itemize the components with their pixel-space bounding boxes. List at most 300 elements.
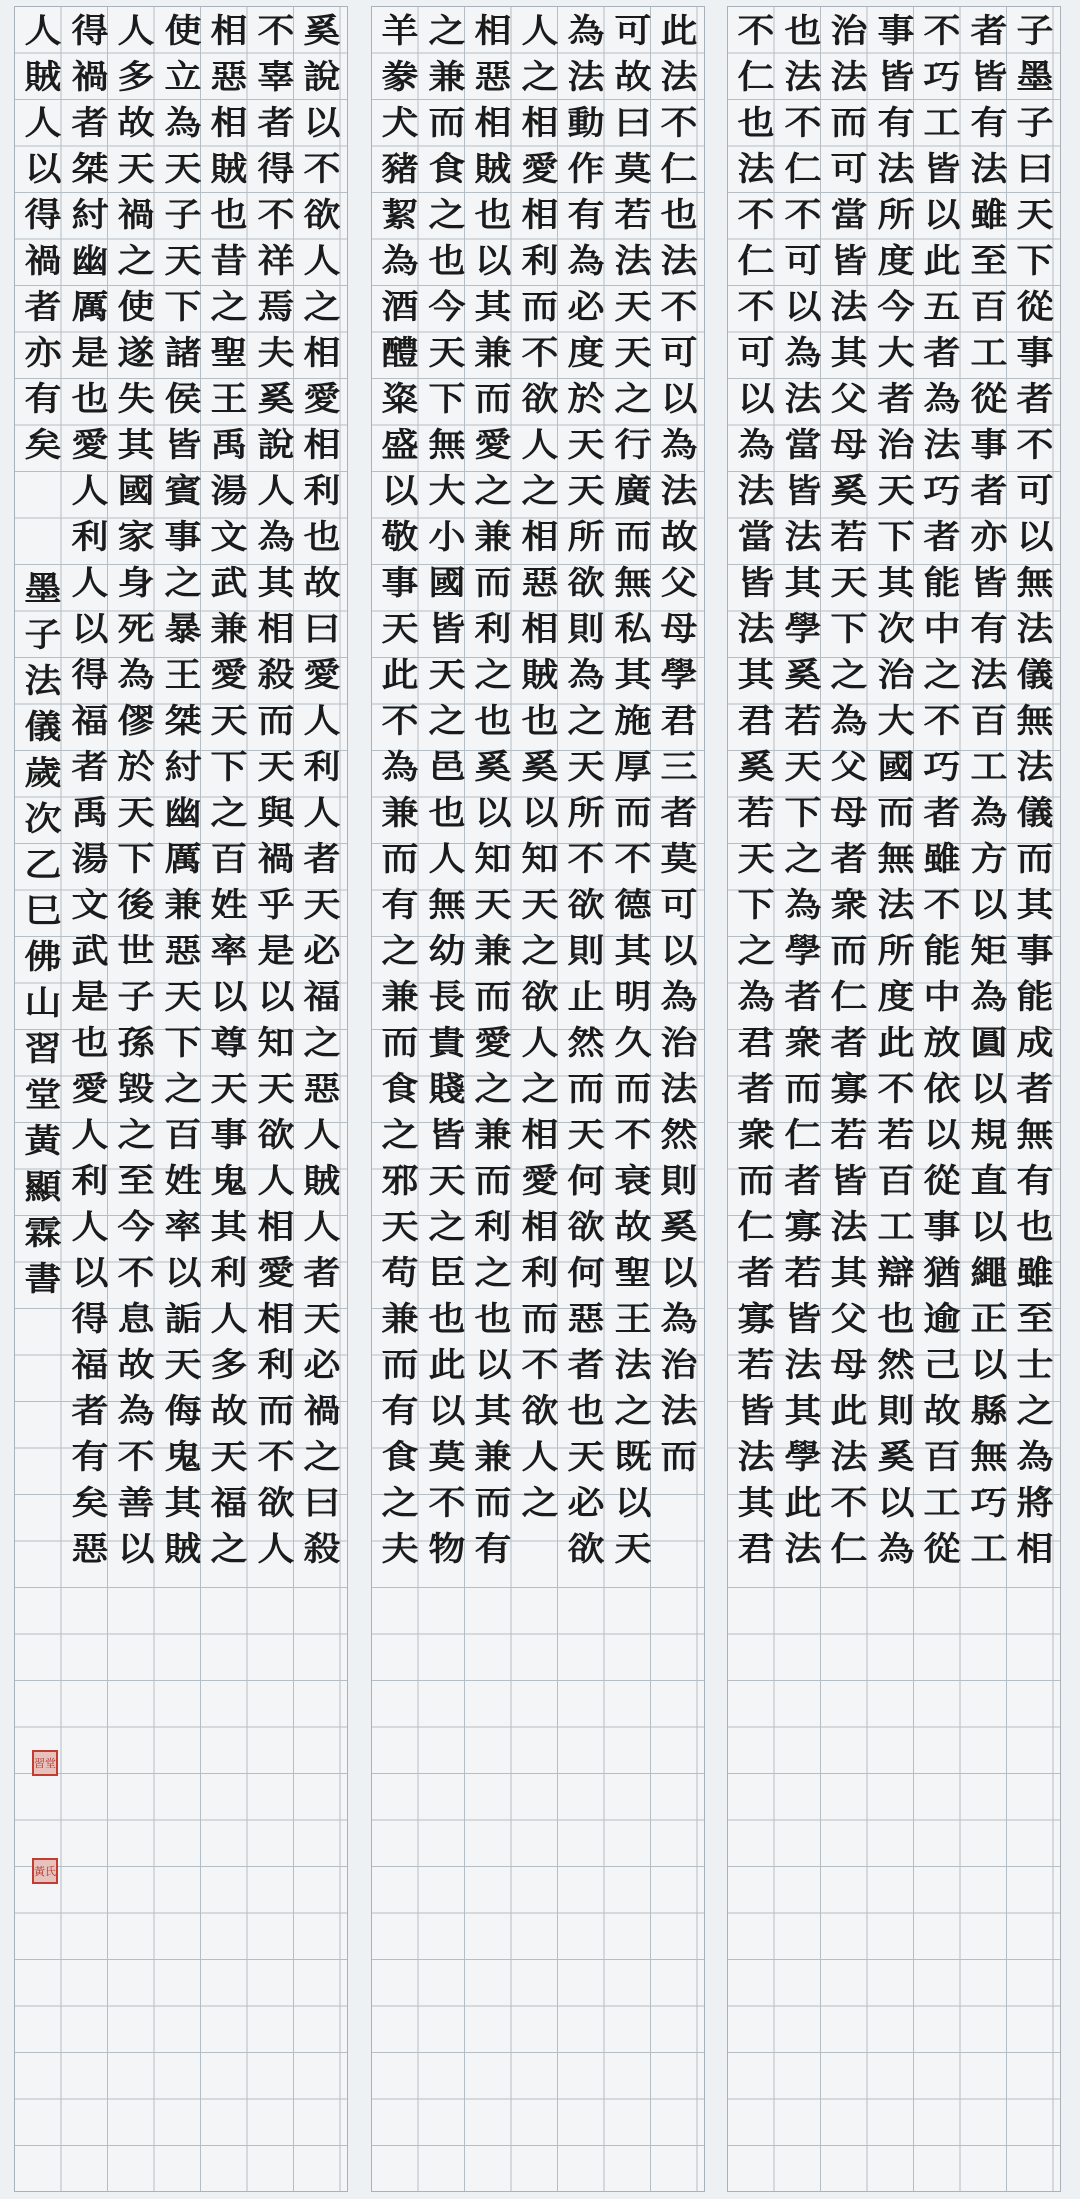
glyph-cell: 百 [923, 1436, 961, 1476]
glyph-cell: 賊 [210, 148, 248, 188]
glyph-cell: 而 [474, 976, 512, 1016]
glyph-cell: 皆 [737, 1390, 775, 1430]
glyph-cell: 國 [117, 470, 155, 510]
glyph-cell: 為 [970, 792, 1007, 832]
glyph-cell: 霖 [24, 1212, 62, 1252]
glyph-cell: 法 [1016, 746, 1054, 786]
glyph-cell: 兼 [164, 884, 201, 924]
glyph-cell: 墨 [1016, 56, 1054, 96]
glyph-cell: 欲 [521, 378, 558, 418]
glyph-cell: 惡 [164, 930, 201, 970]
glyph-cell: 紂 [71, 194, 108, 234]
glyph-cell: 而 [614, 792, 651, 832]
glyph-cell: 以 [660, 1252, 698, 1292]
glyph-cell: 曰 [1016, 148, 1054, 188]
glyph-cell: 不 [614, 838, 651, 878]
glyph-cell: 治 [660, 1344, 698, 1384]
glyph-cell: 寡 [737, 1298, 775, 1338]
glyph-cell: 然 [567, 1022, 605, 1062]
glyph-cell: 厚 [614, 746, 651, 786]
glyph-cell: 也 [737, 102, 775, 142]
glyph-cell: 皆 [877, 56, 914, 96]
glyph-cell: 奚 [877, 1436, 914, 1476]
glyph-cell: 不 [257, 194, 294, 234]
glyph-cell: 既 [614, 1436, 651, 1476]
glyph-cell: 天 [210, 700, 248, 740]
glyph-cell: 無 [428, 424, 465, 464]
glyph-cell: 其 [1016, 884, 1054, 924]
glyph-cell: 得 [257, 148, 294, 188]
glyph-cell: 以 [970, 884, 1007, 924]
glyph-cell: 聖 [614, 1252, 651, 1292]
glyph-cell: 下 [210, 746, 248, 786]
glyph-cell: 幼 [428, 930, 465, 970]
glyph-cell: 奚 [830, 470, 868, 510]
glyph-cell: 可 [614, 10, 651, 50]
glyph-cell: 以 [877, 1482, 914, 1522]
glyph-cell: 而 [474, 378, 512, 418]
glyph-cell: 下 [737, 884, 775, 924]
glyph-cell: 厲 [71, 286, 108, 326]
glyph-cell: 事 [210, 1114, 248, 1154]
glyph-cell: 人 [257, 1528, 294, 1568]
glyph-cell: 相 [474, 102, 512, 142]
glyph-cell: 厲 [164, 838, 201, 878]
glyph-cell: 君 [737, 700, 775, 740]
glyph-cell: 為 [381, 746, 419, 786]
glyph-cell: 故 [117, 102, 155, 142]
glyph-cell: 下 [117, 838, 155, 878]
glyph-cell: 以 [303, 102, 341, 142]
glyph-cell: 死 [117, 608, 155, 648]
glyph-cell: 食 [428, 148, 465, 188]
glyph-cell: 之 [521, 1482, 558, 1522]
glyph-cell: 之 [210, 792, 248, 832]
glyph-cell: 若 [784, 700, 821, 740]
text-column [517, 7, 563, 1525]
glyph-cell: 為 [257, 516, 294, 556]
glyph-cell: 天 [784, 746, 821, 786]
glyph-cell: 堂 [24, 1074, 62, 1114]
glyph-cell: 為 [117, 1390, 155, 1430]
glyph-cell: 為 [784, 884, 821, 924]
glyph-cell: 焉 [257, 286, 294, 326]
glyph-cell: 後 [117, 884, 155, 924]
glyph-cell: 邑 [428, 746, 465, 786]
glyph-cell: 愛 [521, 1160, 558, 1200]
glyph-cell: 邪 [381, 1160, 419, 1200]
glyph-cell: 可 [1016, 470, 1054, 510]
glyph-cell: 而 [614, 1068, 651, 1108]
glyph-cell: 墨 [24, 568, 62, 608]
glyph-cell: 姓 [210, 884, 248, 924]
glyph-cell: 能 [923, 562, 961, 602]
glyph-cell: 莫 [428, 1436, 465, 1476]
glyph-cell: 利 [71, 1160, 108, 1200]
glyph-cell: 者 [1016, 1068, 1054, 1108]
glyph-cell: 可 [737, 332, 775, 372]
glyph-cell: 得 [71, 10, 108, 50]
glyph-cell: 之 [164, 562, 201, 602]
glyph-cell: 法 [784, 516, 821, 556]
glyph-cell: 詬 [164, 1298, 201, 1338]
glyph-cell: 縣 [970, 1390, 1007, 1430]
glyph-cell: 而 [660, 1436, 698, 1476]
glyph-cell: 得 [71, 1298, 108, 1338]
glyph-cell: 福 [71, 700, 108, 740]
glyph-cell: 殺 [303, 1528, 341, 1568]
glyph-cell: 天 [257, 1068, 294, 1108]
glyph-cell: 下 [877, 516, 914, 556]
glyph-cell: 兼 [381, 1298, 419, 1338]
glyph-cell: 兼 [381, 976, 419, 1016]
glyph-cell: 天 [381, 608, 419, 648]
glyph-cell: 皆 [737, 562, 775, 602]
glyph-cell: 此 [784, 1482, 821, 1522]
glyph-cell: 也 [877, 1298, 914, 1338]
glyph-cell: 將 [1016, 1482, 1054, 1522]
glyph-cell: 者 [877, 378, 914, 418]
glyph-cell: 而 [737, 1160, 775, 1200]
glyph-cell: 也 [660, 194, 698, 234]
glyph-cell: 奚 [303, 10, 341, 50]
glyph-cell: 則 [877, 1390, 914, 1430]
glyph-cell: 欲 [521, 1390, 558, 1430]
glyph-cell: 奚 [660, 1206, 698, 1246]
glyph-cell: 愛 [303, 378, 341, 418]
glyph-cell: 若 [830, 516, 868, 556]
glyph-cell: 皆 [164, 424, 201, 464]
glyph-cell: 利 [474, 1206, 512, 1246]
glyph-cell: 法 [737, 608, 775, 648]
glyph-cell: 人 [521, 10, 558, 50]
glyph-cell: 法 [737, 148, 775, 188]
glyph-cell: 天 [428, 332, 465, 372]
glyph-cell: 莫 [660, 838, 698, 878]
glyph-cell: 下 [164, 1022, 201, 1062]
glyph-cell: 為 [830, 700, 868, 740]
glyph-cell: 立 [164, 56, 201, 96]
glyph-cell: 禍 [257, 838, 294, 878]
glyph-cell: 幽 [164, 792, 201, 832]
glyph-cell: 天 [210, 1436, 248, 1476]
glyph-cell: 有 [970, 102, 1007, 142]
glyph-cell: 以 [737, 378, 775, 418]
glyph-cell: 百 [210, 838, 248, 878]
glyph-cell: 若 [737, 1344, 775, 1384]
glyph-cell: 兼 [474, 516, 512, 556]
glyph-cell: 工 [923, 1482, 961, 1522]
glyph-cell: 之 [210, 1528, 248, 1568]
text-column [919, 7, 965, 1571]
glyph-cell: 明 [614, 976, 651, 1016]
text-column [826, 7, 872, 1571]
text-column [1012, 7, 1058, 1571]
glyph-cell: 多 [117, 56, 155, 96]
glyph-cell: 若 [830, 1114, 868, 1154]
glyph-cell: 作 [567, 148, 605, 188]
glyph-cell: 事 [381, 562, 419, 602]
glyph-cell: 久 [614, 1022, 651, 1062]
signature-column [20, 565, 66, 1301]
glyph-cell: 工 [877, 1206, 914, 1246]
glyph-cell: 必 [303, 930, 341, 970]
glyph-cell: 不 [784, 194, 821, 234]
glyph-cell: 武 [71, 930, 108, 970]
glyph-cell: 之 [117, 1114, 155, 1154]
glyph-cell: 此 [830, 1390, 868, 1430]
glyph-cell: 則 [660, 1160, 698, 1200]
glyph-cell: 所 [877, 194, 914, 234]
glyph-cell: 相 [521, 102, 558, 142]
glyph-cell: 父 [830, 1298, 868, 1338]
glyph-cell: 之 [830, 654, 868, 694]
glyph-cell: 法 [660, 56, 698, 96]
glyph-cell: 天 [257, 746, 294, 786]
glyph-cell: 也 [474, 194, 512, 234]
glyph-cell: 法 [784, 56, 821, 96]
glyph-cell: 有 [474, 1528, 512, 1568]
glyph-cell: 度 [877, 976, 914, 1016]
glyph-cell: 歲 [24, 752, 62, 792]
glyph-cell: 此 [428, 1344, 465, 1384]
text-column [873, 7, 919, 1571]
glyph-cell: 之 [474, 1252, 512, 1292]
text-column [563, 7, 609, 1571]
glyph-cell: 兼 [210, 608, 248, 648]
glyph-cell: 也 [71, 378, 108, 418]
glyph-cell: 寡 [784, 1206, 821, 1246]
glyph-cell: 以 [71, 1252, 108, 1292]
glyph-cell: 有 [567, 194, 605, 234]
glyph-cell: 王 [614, 1298, 651, 1338]
glyph-cell: 法 [923, 424, 961, 464]
glyph-cell: 豢 [381, 56, 419, 96]
glyph-cell: 貴 [428, 1022, 465, 1062]
glyph-cell: 其 [877, 562, 914, 602]
glyph-cell: 成 [1016, 1022, 1054, 1062]
glyph-cell: 當 [784, 424, 821, 464]
glyph-cell: 則 [567, 608, 605, 648]
glyph-cell: 次 [24, 798, 62, 838]
text-column [299, 7, 345, 1571]
glyph-cell: 以 [381, 470, 419, 510]
glyph-cell: 仁 [830, 1528, 868, 1568]
glyph-cell: 之 [737, 930, 775, 970]
glyph-cell: 不 [521, 1344, 558, 1384]
glyph-cell: 曰 [614, 102, 651, 142]
glyph-cell: 今 [117, 1206, 155, 1246]
glyph-cell: 之 [784, 838, 821, 878]
glyph-cell: 衆 [830, 884, 868, 924]
glyph-cell: 禍 [303, 1390, 341, 1430]
glyph-cell: 衰 [614, 1160, 651, 1200]
glyph-cell: 工 [923, 102, 961, 142]
glyph-cell: 之 [381, 930, 419, 970]
glyph-cell: 而 [381, 1022, 419, 1062]
glyph-cell: 母 [830, 424, 868, 464]
glyph-cell: 寡 [830, 1068, 868, 1108]
glyph-cell: 相 [1016, 1528, 1054, 1568]
glyph-cell: 而 [474, 1160, 512, 1200]
glyph-cell: 故 [303, 562, 341, 602]
glyph-cell: 以 [614, 1482, 651, 1522]
glyph-cell: 文 [210, 516, 248, 556]
glyph-cell: 長 [428, 976, 465, 1016]
glyph-cell: 說 [257, 424, 294, 464]
glyph-cell: 法 [830, 1206, 868, 1246]
glyph-cell: 與 [257, 792, 294, 832]
glyph-cell: 天 [877, 470, 914, 510]
glyph-cell: 其 [164, 1482, 201, 1522]
glyph-cell: 以 [210, 976, 248, 1016]
glyph-cell: 無 [1016, 1114, 1054, 1154]
glyph-cell: 衆 [737, 1114, 775, 1154]
glyph-cell: 為 [660, 424, 698, 464]
glyph-cell: 山 [24, 982, 62, 1022]
glyph-cell: 相 [257, 1206, 294, 1246]
glyph-cell: 巧 [970, 1482, 1007, 1522]
glyph-cell: 禹 [71, 792, 108, 832]
glyph-cell: 仁 [737, 56, 775, 96]
glyph-cell: 利 [303, 470, 341, 510]
glyph-cell: 相 [521, 516, 558, 556]
glyph-cell: 不 [660, 102, 698, 142]
glyph-cell: 為 [737, 424, 775, 464]
glyph-cell: 仁 [784, 148, 821, 188]
glyph-cell: 此 [660, 10, 698, 50]
glyph-cell: 醴 [381, 332, 419, 372]
glyph-cell: 雖 [923, 838, 961, 878]
glyph-cell: 天 [428, 1160, 465, 1200]
glyph-cell: 仁 [830, 976, 868, 1016]
glyph-cell: 法 [830, 56, 868, 96]
glyph-cell: 仁 [737, 240, 775, 280]
text-column [20, 7, 66, 467]
glyph-cell: 法 [970, 654, 1007, 694]
glyph-cell: 欲 [567, 884, 605, 924]
glyph-cell: 下 [428, 378, 465, 418]
glyph-cell: 奚 [521, 746, 558, 786]
glyph-cell: 子 [1016, 10, 1054, 50]
glyph-cell: 臣 [428, 1252, 465, 1292]
glyph-cell: 巳 [24, 890, 62, 930]
glyph-cell: 士 [1016, 1344, 1054, 1384]
glyph-cell: 度 [877, 240, 914, 280]
glyph-cell: 法 [567, 56, 605, 96]
glyph-cell: 愛 [303, 654, 341, 694]
glyph-cell: 天 [303, 884, 341, 924]
glyph-cell: 者 [970, 470, 1007, 510]
glyph-cell: 王 [210, 378, 248, 418]
glyph-cell: 故 [923, 1390, 961, 1430]
glyph-cell: 規 [970, 1114, 1007, 1154]
glyph-cell: 所 [567, 792, 605, 832]
glyph-cell: 以 [521, 792, 558, 832]
glyph-cell: 文 [71, 884, 108, 924]
glyph-cell: 愛 [71, 1068, 108, 1108]
glyph-cell: 無 [614, 562, 651, 602]
glyph-cell: 今 [877, 286, 914, 326]
glyph-cell: 法 [24, 660, 62, 700]
text-column [206, 7, 252, 1571]
glyph-cell: 何 [567, 1252, 605, 1292]
glyph-cell: 私 [614, 608, 651, 648]
text-column [113, 7, 159, 1571]
glyph-cell: 衆 [784, 1022, 821, 1062]
glyph-cell: 亦 [24, 332, 62, 372]
glyph-cell: 者 [303, 1252, 341, 1292]
glyph-cell: 欲 [521, 976, 558, 1016]
glyph-cell: 逾 [923, 1298, 961, 1338]
glyph-cell: 大 [428, 470, 465, 510]
glyph-cell: 兼 [428, 56, 465, 96]
glyph-cell: 以 [660, 378, 698, 418]
glyph-cell: 以 [923, 1114, 961, 1154]
glyph-cell: 以 [1016, 516, 1054, 556]
glyph-cell: 者 [1016, 378, 1054, 418]
glyph-cell: 此 [923, 240, 961, 280]
glyph-cell: 粢 [381, 378, 419, 418]
glyph-cell: 多 [210, 1344, 248, 1384]
glyph-cell: 禍 [117, 194, 155, 234]
glyph-cell: 賊 [24, 56, 62, 96]
glyph-cell: 所 [567, 516, 605, 556]
glyph-cell: 者 [923, 516, 961, 556]
glyph-cell: 知 [257, 1022, 294, 1062]
glyph-cell: 其 [117, 424, 155, 464]
glyph-cell: 為 [660, 1298, 698, 1338]
glyph-cell: 利 [257, 1344, 294, 1384]
glyph-cell: 惡 [210, 56, 248, 96]
glyph-cell: 天 [117, 148, 155, 188]
glyph-cell: 所 [877, 930, 914, 970]
glyph-cell: 治 [877, 424, 914, 464]
glyph-cell: 暴 [164, 608, 201, 648]
glyph-cell: 相 [303, 332, 341, 372]
glyph-cell: 侯 [164, 378, 201, 418]
glyph-cell: 人 [71, 562, 108, 602]
glyph-cell: 之 [303, 286, 341, 326]
text-column [67, 7, 113, 1571]
glyph-cell: 其 [210, 1206, 248, 1246]
glyph-cell: 者 [830, 838, 868, 878]
glyph-cell: 湯 [71, 838, 108, 878]
glyph-cell: 也 [428, 1298, 465, 1338]
glyph-cell: 圓 [970, 1022, 1007, 1062]
glyph-cell: 毀 [117, 1068, 155, 1108]
glyph-cell: 事 [1016, 332, 1054, 372]
glyph-cell: 武 [210, 562, 248, 602]
glyph-cell: 利 [71, 516, 108, 556]
glyph-cell: 不 [737, 286, 775, 326]
text-column [733, 7, 779, 1571]
glyph-cell: 不 [117, 1252, 155, 1292]
glyph-cell: 之 [521, 1068, 558, 1108]
glyph-cell: 為 [784, 332, 821, 372]
glyph-cell: 下 [784, 792, 821, 832]
glyph-cell: 兼 [474, 930, 512, 970]
glyph-cell: 者 [71, 102, 108, 142]
glyph-cell: 敬 [381, 516, 419, 556]
glyph-cell: 國 [428, 562, 465, 602]
glyph-cell: 為 [877, 1528, 914, 1568]
glyph-cell: 得 [24, 194, 62, 234]
glyph-cell: 無 [1016, 562, 1054, 602]
glyph-cell: 之 [614, 1390, 651, 1430]
glyph-cell: 率 [164, 1206, 201, 1246]
glyph-cell: 者 [737, 1252, 775, 1292]
